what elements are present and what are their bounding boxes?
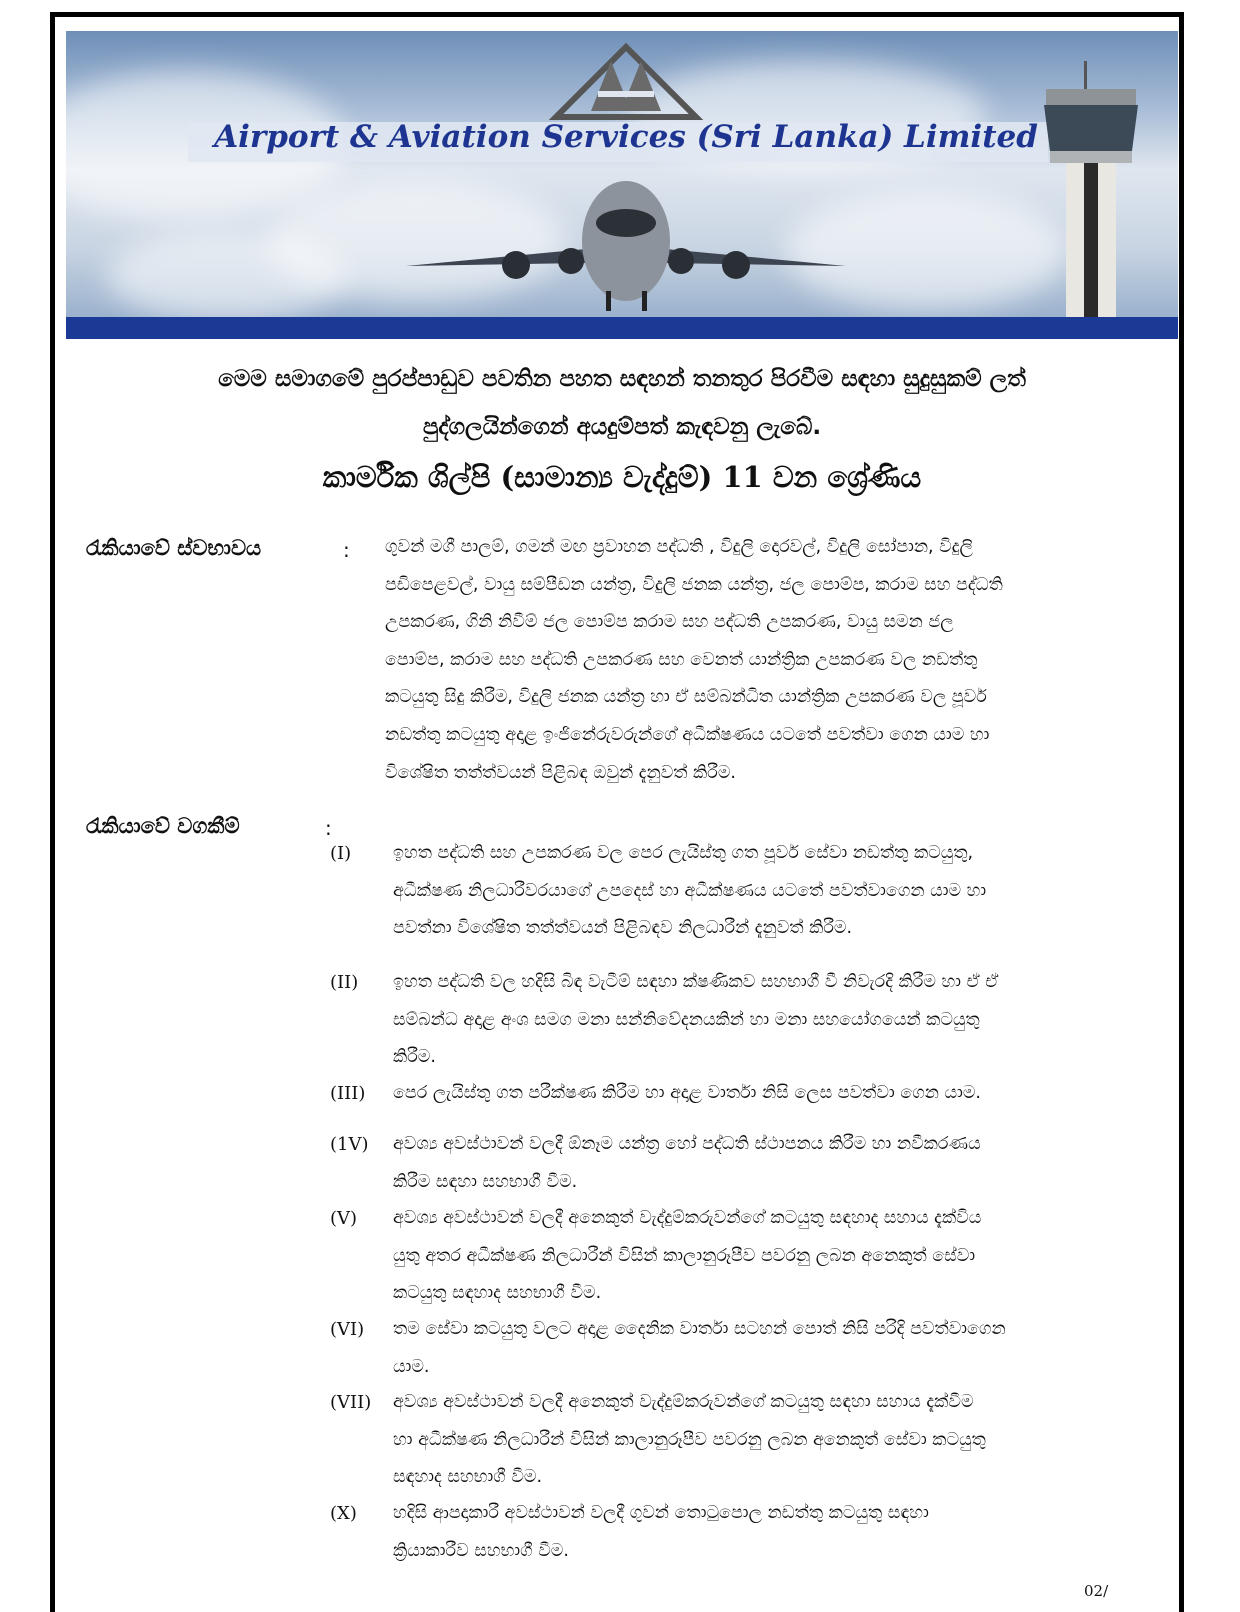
position-title: කාර්මික ශිල්පි (සාමාන්‍ය වැද්දුම්) 11 වන ශ්‍රේණිය xyxy=(322,460,922,494)
duty-text xyxy=(393,1495,1163,1570)
duty-line: අවශ්‍ය අවස්ථාවන් වලදී අනෙකුත් වැද්දුම්කරුවන්ගේ කටයුතු සඳහා සහාය දැක්වීම xyxy=(393,1392,974,1412)
nature-colon: : xyxy=(343,538,350,562)
nature-line: පොම්ප, කරාම සහ පද්ධති උපකරණ සහ වෙනත් යාන්ත්‍රික උපකරණ වල නඩත්තු xyxy=(385,649,978,670)
control-tower-illustration xyxy=(1036,61,1146,339)
nature-label: රැකියාවේ ස්වභාවය xyxy=(86,536,262,560)
nature-line: කටයුතු සිදු කිරීම, විදුලි ජනක යන්ත්‍ර හා ඒ සම්බන්ධිත යාන්ත්‍රික උපකරණ වල පූර්ව xyxy=(385,687,987,708)
duty-line: සම්බන්ධ අදාළ අංශ සමග මනා සන්නිවේදනයකින් හා මනා සහයෝගයෙන් කටයුතු xyxy=(393,1009,980,1030)
duty-text xyxy=(393,1075,1163,1113)
duty-line: ඉහත පද්ධති සහ උපකරණ වල පෙර ලැයිස්තු ගත පූර්ව සේවා නඩත්තු කටයුතු, xyxy=(393,843,974,863)
banner-blue-band xyxy=(66,317,1178,339)
duty-line: කටයුතු සඳහාද සහභාගී වීම. xyxy=(393,1283,602,1304)
nature-line: විශේෂිත තත්ත්වයන් පිළිබඳ ඔවුන් දැනුවත් කිරීම. xyxy=(385,762,736,783)
duty-line: ඉහත පද්ධති වල හදිසි බිඳ වැටීම් සඳහා ක්ෂණිකව සහභාගී වී නිවැරදි කිරීම හා ඒ ඒ xyxy=(393,972,999,992)
duty-line: කිරීම සඳහා සහභාගී වීම. xyxy=(393,1171,578,1192)
header-banner xyxy=(66,31,1178,339)
nature-line: නඩත්තු කටයුතු අදාළ ඉංජිනේරුවරුන්ගේ අධීක්ෂණය යටතේ පවත්වා ගෙන යාම හා xyxy=(385,724,990,745)
duty-line: හා අධීක්ෂණ නිලධාරීන් විසින් කාලානුරූපීව පවරනු ලබන අනෙකුත් සේවා කටයුතු xyxy=(393,1429,986,1450)
nature-line: උපකරණ, ගිනි නිවීම් ජල පොම්ප කරාම සහ පද්ධති උපකරණ, වායු සමන ජල xyxy=(385,612,954,633)
duty-text xyxy=(393,964,1163,1077)
duty-number: (II) xyxy=(330,972,359,993)
duty-text xyxy=(393,1384,1163,1497)
duty-line: අවශ්‍ය අවස්ථාවන් වලදී අනෙකුත් වැද්දුම්කරුවන්ගේ කටයුතු සඳහාද සහාය දැක්විය xyxy=(393,1208,982,1228)
duty-line: යුතු අතර අධීක්ෂණ නිලධාරීන් විසින් කාලානුරූපීව පවරනු ලබන අනෙකුත් සේවා xyxy=(393,1245,976,1266)
duty-number: (V) xyxy=(330,1208,358,1229)
intro-line-2: පුද්ගලයින්ගෙන් අයදුම්පත් කැඳවනු ලැබේ. xyxy=(422,414,822,440)
intro-line-1: මෙම සමාගමේ පුරප්පාඩුව පවතින පහත සඳහන් තනතුර පිරවීම සඳහා සුදුසුකම් ලත් xyxy=(218,366,1026,392)
duty-number: (VII) xyxy=(330,1392,372,1413)
duty-line: සඳහාද සහභාගී වීම. xyxy=(393,1467,543,1488)
nature-paragraph xyxy=(385,529,1163,792)
duty-number: (X) xyxy=(330,1503,357,1524)
duty-number: (1V) xyxy=(330,1134,369,1155)
duty-text xyxy=(393,1126,1163,1201)
company-name: Airport & Aviation Services (Sri Lanka) Limited xyxy=(214,119,1038,155)
duty-number: (VI) xyxy=(330,1319,365,1340)
duty-text xyxy=(393,835,1163,948)
duty-line: යාම. xyxy=(393,1356,430,1377)
nature-line: පඩිපෙළවල්, වායු සම්පීඩන යන්ත්‍ර, විදුලි ජනක යන්ත්‍ර, ජල පොම්ප, කරාම සහ පද්ධති xyxy=(385,574,1003,595)
duty-line: තම සේවා කටයුතු වලට අදාළ දෛනික වාර්තා සටහන් පොත් නිසි පරිදි පවත්වාගෙන xyxy=(393,1319,1006,1339)
duty-line: හදිසි ආපදාකාරී අවස්ථාවන් වලදී ගුවන් තොටුපොල නඩත්තු කටයුතු සඳහා xyxy=(393,1503,929,1523)
page-continuation-marker: 02/ xyxy=(1084,1582,1109,1600)
company-logo xyxy=(536,41,716,121)
duty-number: (III) xyxy=(330,1083,366,1104)
duty-number: (I) xyxy=(330,843,352,864)
duty-line: අවශ්‍ය අවස්ථාවන් වලදී ඕනෑම යන්ත්‍ර හෝ පද්ධති ස්ථාපනය කිරීම හා නවීකරණය xyxy=(393,1134,981,1154)
airplane-illustration xyxy=(406,171,846,321)
duties-colon: : xyxy=(325,816,332,840)
duty-line: පෙර ලැයිස්තු ගත පරීක්ෂණ කිරීම හා අදාළ වාර්තා නිසි ලෙස පවත්වා ගෙන යාම. xyxy=(393,1083,981,1103)
duty-text xyxy=(393,1200,1163,1313)
duty-line: කිරීම. xyxy=(393,1047,436,1068)
duty-text xyxy=(393,1311,1163,1386)
duty-line: අධීක්ෂණ නිලධාරීවරයාගේ උපදෙස් හා අධීක්ෂණය යටතේ පවත්වාගෙන යාම හා xyxy=(393,880,987,901)
nature-line: ගුවන් මගී පාලම්, ගමන් මඟ ප්‍රවාහන පද්ධති , විදුලි දොරවල්, විදුලි සෝපාන, විදුලි xyxy=(385,537,973,557)
duty-line: පවත්නා විශේෂිත තත්ත්වයන් පිළිබඳව නිලධාරීන් දැනුවත් කිරීම. xyxy=(393,918,853,939)
duties-label: රැකියාවේ වගකීම් xyxy=(86,814,240,838)
duty-line: ක්‍රියාකාරීව සහභාගී වීම. xyxy=(393,1540,569,1561)
